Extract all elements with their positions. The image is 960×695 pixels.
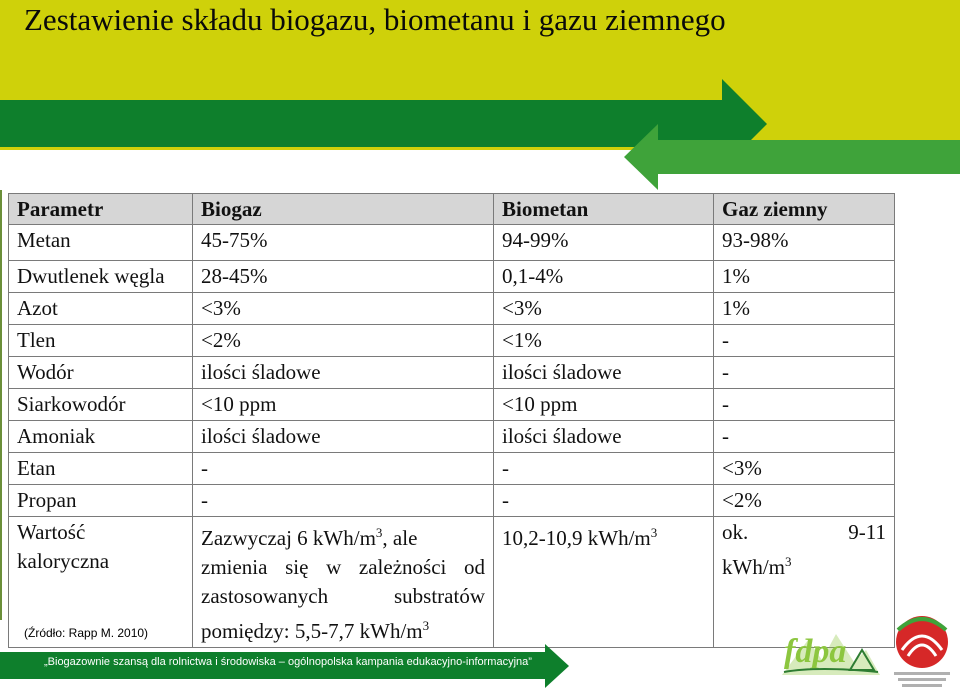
row-biometan: <10 ppm bbox=[494, 389, 714, 421]
row-gaz-ziemny: 1% bbox=[714, 293, 895, 325]
calorific-gaz-a: ok. bbox=[722, 520, 749, 544]
row-param: Siarkowodór bbox=[9, 389, 193, 421]
table-row bbox=[9, 453, 895, 485]
row-biometan: 94-99% bbox=[494, 225, 714, 261]
row-biometan: ilości śladowe bbox=[494, 421, 714, 453]
footer-text: „Biogazownie szansą dla rolnictwa i środowiska – ogólnopolska kampania edukacyjno-informacyjna” bbox=[44, 656, 532, 668]
composition-table bbox=[8, 193, 895, 648]
row-param: Wodór bbox=[9, 357, 193, 389]
table-row bbox=[9, 261, 895, 293]
row-biometan: 0,1-4% bbox=[494, 261, 714, 293]
table-header-row bbox=[9, 194, 895, 225]
table-row bbox=[9, 325, 895, 357]
row-biometan: ilości śladowe bbox=[494, 357, 714, 389]
row-biometan: <3% bbox=[494, 293, 714, 325]
row-param: Dwutlenek węgla bbox=[9, 261, 193, 293]
calorific-biogaz-line3: zastosowanych substratów bbox=[201, 584, 485, 608]
calorific-param-line2: kaloryczna bbox=[17, 549, 110, 573]
calorific-gaz-line2 bbox=[722, 547, 886, 582]
table-row bbox=[9, 389, 895, 421]
row-param: Metan bbox=[9, 225, 193, 261]
row-gaz-ziemny: - bbox=[714, 421, 895, 453]
calorific-biogaz-line1-tail: , ale bbox=[382, 526, 418, 550]
row-biogaz: <10 ppm bbox=[193, 389, 494, 421]
header-arrow-left bbox=[624, 124, 960, 190]
footer-arrow bbox=[545, 644, 569, 688]
row-param: Azot bbox=[9, 293, 193, 325]
row-biogaz: <3% bbox=[193, 293, 494, 325]
row-biogaz: ilości śladowe bbox=[193, 357, 494, 389]
row-param: Tlen bbox=[9, 325, 193, 357]
row-biogaz: <2% bbox=[193, 325, 494, 357]
slide-title: Zestawienie składu biogazu, biometanu i gazu ziemnego bbox=[24, 2, 726, 37]
row-biometan: - bbox=[494, 485, 714, 517]
calorific-biometan-text: 10,2-10,9 kWh/m bbox=[502, 526, 651, 550]
calorific-gaz-b: 9-11 bbox=[848, 520, 886, 544]
calorific-biogaz-line1 bbox=[201, 518, 485, 553]
fdpa-logo bbox=[778, 620, 883, 680]
header-cell-parametr: Parametr bbox=[9, 194, 193, 225]
header-green-bar bbox=[0, 100, 730, 147]
row-gaz-ziemny: 93-98% bbox=[714, 225, 895, 261]
table-row bbox=[9, 293, 895, 325]
row-param: Etan bbox=[9, 453, 193, 485]
table-row bbox=[9, 357, 895, 389]
calorific-biogaz-line4-text: pomiędzy: 5,5-7,7 kWh/m bbox=[201, 619, 423, 643]
fdpa-logo-text: fdpa bbox=[784, 633, 847, 670]
calorific-biogaz-line2: zmienia się w zależności od bbox=[201, 555, 485, 579]
header-cell-gaz-ziemny: Gaz ziemny bbox=[714, 194, 895, 225]
calorific-biogaz bbox=[193, 517, 494, 648]
calorific-biogaz-line4 bbox=[201, 611, 485, 646]
table-row bbox=[9, 485, 895, 517]
row-gaz-ziemny: 1% bbox=[714, 261, 895, 293]
table-row bbox=[9, 421, 895, 453]
calorific-biometan-sup: 3 bbox=[650, 525, 658, 540]
calorific-biogaz-line1-sup: 3 bbox=[375, 525, 383, 540]
row-param: Propan bbox=[9, 485, 193, 517]
calorific-biogaz-line4-sup: 3 bbox=[422, 618, 430, 633]
row-gaz-ziemny: <2% bbox=[714, 485, 895, 517]
row-biogaz: ilości śladowe bbox=[193, 421, 494, 453]
table-row bbox=[9, 225, 895, 261]
calorific-gaz-sup: 3 bbox=[785, 554, 792, 569]
row-gaz-ziemny: <3% bbox=[714, 453, 895, 485]
row-gaz-ziemny: - bbox=[714, 325, 895, 357]
calorific-gaz-line2-text: kWh/m bbox=[722, 555, 785, 579]
row-biogaz: - bbox=[193, 453, 494, 485]
seal-logo bbox=[888, 612, 956, 692]
calorific-gaz-line1 bbox=[722, 518, 886, 547]
row-biogaz: 28-45% bbox=[193, 261, 494, 293]
header-cell-biometan: Biometan bbox=[494, 194, 714, 225]
header-cell-biogaz: Biogaz bbox=[193, 194, 494, 225]
row-biogaz: - bbox=[193, 485, 494, 517]
calorific-param-line1: Wartość bbox=[17, 520, 86, 544]
row-gaz-ziemny: - bbox=[714, 389, 895, 421]
row-biometan: - bbox=[494, 453, 714, 485]
row-biometan: <1% bbox=[494, 325, 714, 357]
source-note: (Źródło: Rapp M. 2010) bbox=[24, 626, 149, 640]
row-param: Amoniak bbox=[9, 421, 193, 453]
calorific-biogaz-line1-text: Zazwyczaj 6 kWh/m bbox=[201, 526, 376, 550]
row-biogaz: 45-75% bbox=[193, 225, 494, 261]
calorific-biometan bbox=[494, 517, 714, 648]
row-gaz-ziemny: - bbox=[714, 357, 895, 389]
